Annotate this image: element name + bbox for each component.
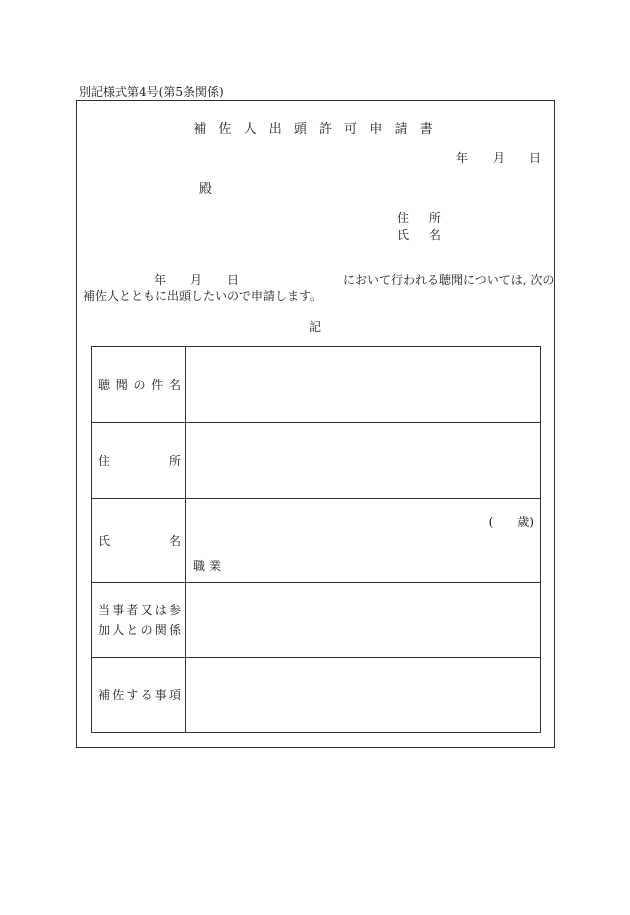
assistant-name-field[interactable] (186, 499, 541, 583)
form-title: 補 佐 人 出 頭 許 可 申 請 書 (193, 122, 437, 137)
table-row (92, 658, 541, 733)
hearing-day-label: 日 (227, 273, 240, 287)
date-day-label: 日 (529, 151, 542, 165)
form-number-label: 別記様式第4号(第5条関係) (79, 85, 224, 99)
row-label-address: 住所 (92, 423, 186, 499)
table-row (92, 347, 541, 423)
body-text-line2: 補佐人とともに出頭したいので申請します。 (83, 289, 323, 303)
hearing-year-label: 年 (154, 273, 167, 287)
hearing-month-label: 月 (190, 273, 203, 287)
assistant-address-field[interactable] (186, 423, 541, 499)
age-label: ( 歳) (488, 515, 534, 529)
applicant-name-label: 氏 名 (397, 228, 449, 242)
body-text-line1: において行われる聴聞については, 次の (343, 273, 555, 287)
row-label-name: 氏名 (92, 499, 186, 583)
table-row (92, 583, 541, 658)
application-details-table (91, 346, 541, 733)
hearing-subject-field[interactable] (186, 347, 541, 423)
table-row (92, 499, 541, 583)
relationship-field[interactable] (186, 583, 541, 658)
date-month-label: 月 (493, 151, 506, 165)
row-label-hearing-subject: 聴聞の件名 (92, 347, 186, 423)
row-label-relationship: 当事者又は参 加人との関係 (92, 583, 186, 658)
row-label-assistance-matters: 補佐する事項 (92, 658, 186, 733)
assistance-matters-field[interactable] (186, 658, 541, 733)
applicant-address-label: 住 所 (397, 211, 449, 225)
date-year-label: 年 (456, 151, 469, 165)
addressee-suffix: 殿 (199, 182, 213, 197)
ki-heading: 記 (308, 320, 321, 334)
table-row (92, 423, 541, 499)
occupation-label: 職業 (193, 559, 226, 573)
